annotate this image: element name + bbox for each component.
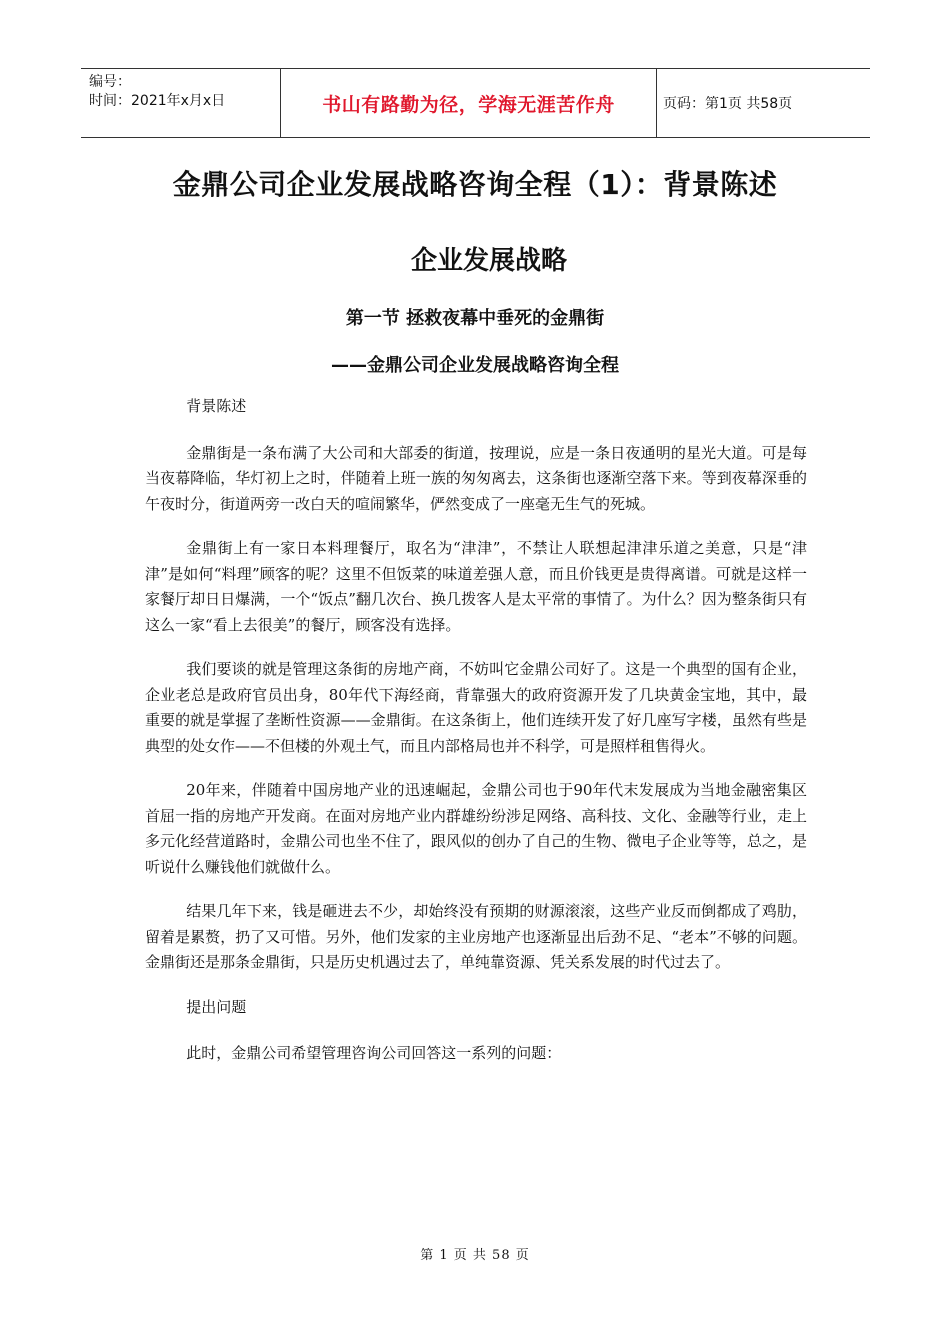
paragraph: 金鼎街是一条布满了大公司和大部委的街道，按理说，应是一条日夜通明的星光大道。可是每当夜幕降临，华灯初上之时，伴随着上班一族的匆匆离去，这条街也逐渐空落下来。等到夜幕深垂的午夜时分，街道两旁一改白天的喧闹繁华，俨然变成了一座毫无生气的死城。: [145, 443, 807, 513]
section-heading: 第一节 拯救夜幕中垂死的金鼎街: [345, 308, 605, 329]
header-motto: 书山有路勤为径，学海无涯苦作舟: [281, 69, 657, 137]
time-label: 时间：2021年x月x日: [89, 93, 226, 109]
paragraph-heading-background: 背景陈述: [186, 397, 247, 415]
page-footer: 第 1 页 共 58 页: [420, 1248, 530, 1263]
header-page-info: 页码：第1页 共58页: [663, 96, 793, 112]
document-body: [145, 394, 807, 1086]
paragraph: 此时，金鼎公司希望管理咨询公司回答这一系列的问题：: [186, 1044, 562, 1062]
paragraph: 金鼎街上有一家日本料理餐厅，取名为“津津”，不禁让人联想起津津乐道之美意，只是“津津”是如何“料理”顾客的呢？这里不但饭菜的味道差强人意，而且价钱更是贵得离谱。可就是这样一家餐厅却日日爆满，一个“饭点”翻几次台、换几拨客人是太平常的事情了。为什么？因为整条街只有这么一家“看上去很美”的餐厅，顾客没有选择。: [145, 539, 807, 634]
document-subtitle: 企业发展战略: [410, 246, 567, 276]
header-meta: [81, 69, 281, 137]
section-subheading: ——金鼎公司企业发展战略咨询全程: [331, 355, 619, 376]
paragraph: 20年来，伴随着中国房地产业的迅速崛起，金鼎公司也于90年代末发展成为当地金融密集区首屈一指的房地产开发商。在面对房地产业内群雄纷纷涉足网络、高科技、文化、金融等行业，走上多元化经营道路时，金鼎公司也坐不住了，跟风似的创办了自己的生物、微电子企业等等，总之，是听说什么赚钱他们就做什么。: [145, 781, 807, 876]
document-title: 金鼎公司企业发展战略咨询全程（1）：背景陈述: [172, 168, 778, 201]
document-header: [81, 68, 870, 138]
paragraph: 结果几年下来，钱是砸进去不少，却始终没有预期的财源滚滚，这些产业反而倒都成了鸡肋，留着是累赘，扔了又可惜。另外，他们发家的主业房地产也逐渐显出后劲不足、“老本”不够的问题。金鼎街还是那条金鼎街，只是历史机遇过去了，单纯靠资源、凭关系发展的时代过去了。: [145, 902, 807, 971]
paragraph: 我们要谈的就是管理这条街的房地产商，不妨叫它金鼎公司好了。这是一个典型的国有企业，企业老总是政府官员出身，80年代下海经商，背靠强大的政府资源开发了几块黄金宝地，其中，最重要的就是掌握了垄断性资源——金鼎街。在这条街上，他们连续开发了好几座写字楼，虽然有些是典型的处女作——不但楼的外观土气，而且内部格局也并不科学，可是照样租售得火。: [145, 660, 807, 755]
paragraph-heading-question: 提出问题: [186, 997, 247, 1016]
number-label: 编号：: [89, 74, 131, 90]
